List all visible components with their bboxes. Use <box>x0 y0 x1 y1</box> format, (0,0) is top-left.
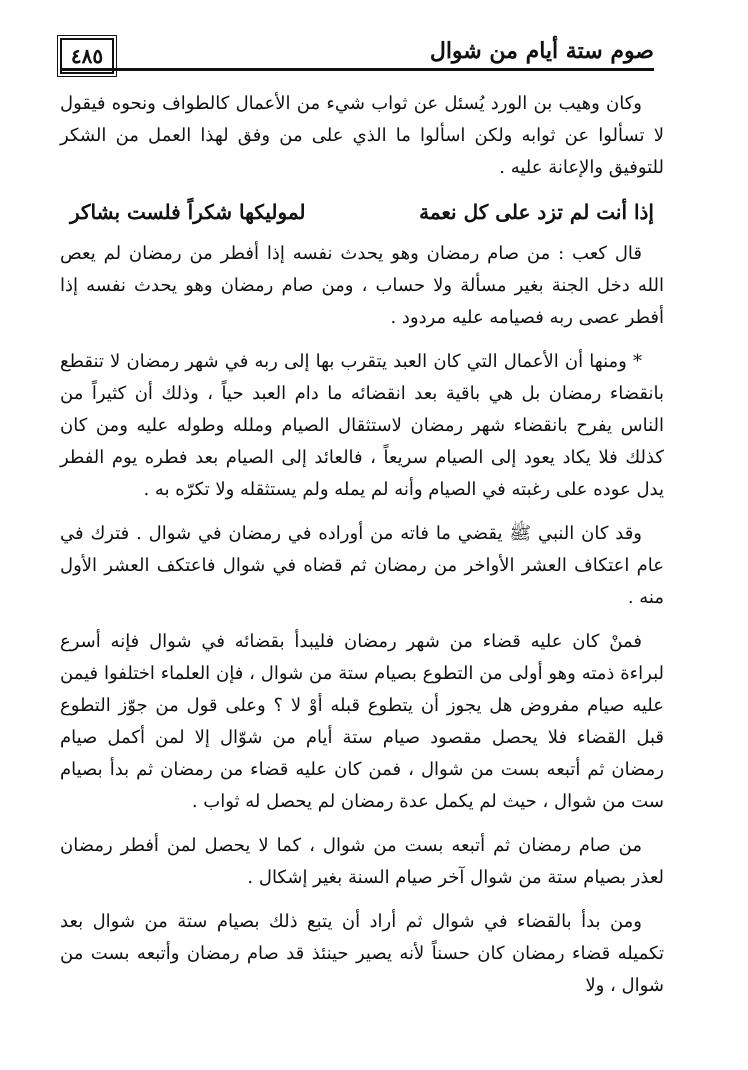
verse-second-hemistich: لموليكها شكراً فلست بشاكر <box>70 200 306 224</box>
paragraph-2: قال كعب : من صام رمضان وهو يحدث نفسه إذا أفطر من رمضان لم يعص الله دخل الجنة بغير مسألة ولا حساب ، ومن صام رمضان وهو يحدث نفسه إذا أفطر عصى ربه فصيامه عليه مردود . <box>60 243 664 328</box>
verse-first-hemistich: إذا أنت لم تزد على كل نعمة <box>419 200 654 224</box>
paragraph-4: وقد كان النبي ﷺ يقضي ما فاته من أوراده في رمضان في شوال . فترك في عام اعتكاف العشر الأواخر من رمضان ثم قضاه في شوال فاعتكف العشر الأول منه . <box>60 523 664 608</box>
running-title: صوم ستة أيام من شوال <box>429 38 654 64</box>
page-header <box>60 38 654 78</box>
page-body <box>60 88 664 1014</box>
paragraph-1: وكان وهيب بن الورد يُسئل عن ثواب شيء من الأعمال كالطواف ونحوه فيقول لا تسألوا عن ثوابه ولكن اسألوا ما الذي على من وفق لهذا العمل من الشكر للتوفيق والإعانة عليه . <box>60 93 664 178</box>
page-number: ٤٨٥ <box>60 38 114 74</box>
paragraph-3: * ومنها أن الأعمال التي كان العبد يتقرب بها إلى ربه في شهر رمضان لا تنقطع بانقضاء رمضان بل هي باقية بعد انقضائه ما دام العبد حياً ، وذلك أن كثيراً من الناس يفرح بانقضاء شهر رمضان لاستثقال الصيام وملله وطوله عليه ومن كان كذلك فلا يكاد يعود إلى الصيام سريعاً ، فالعائد إلى الصيام بعد فطره يوم الفطر يدل عوده على رغبته في الصيام وأنه لم يمله ولم يستثقله ولا تكرّه به . <box>60 351 664 500</box>
paragraph-6: من صام رمضان ثم أتبعه بست من شوال ، كما لا يحصل لمن أفطر رمضان لعذر بصيام ستة من شوال آخر صيام السنة بغير إشكال . <box>60 835 664 888</box>
header-divider <box>60 68 654 71</box>
poetry-verse <box>60 196 664 228</box>
paragraph-7: ومن بدأ بالقضاء في شوال ثم أراد أن يتبع ذلك بصيام ستة من شوال بعد تكميله قضاء رمضان كان حسناً لأنه يصير حينئذ قد صام رمضان وأتبعه بست من شوال ، ولا <box>60 911 665 996</box>
paragraph-5: فمنْ كان عليه قضاء من شهر رمضان فليبدأ بقضائه في شوال فإنه أسرع لبراءة ذمته وهو أولى من التطوع بصيام ستة من شوال ، فإن العلماء اختلفوا فيمن عليه صيام مفروض هل يجوز أن يتطوع قبله أوْ لا ؟ وعلى قول من جوّز التطوع قبل القضاء فلا يحصل مقصود صيام ستة أيام من شوّال إلا لمن أكمل صيام رمضان ثم أتبعه بست من شوال ، فمن كان عليه قضاء من رمضان ثم بدأ بصيام ست من شوال ، حيث لم يكمل عدة رمضان لم يحصل له ثواب . <box>60 631 664 812</box>
